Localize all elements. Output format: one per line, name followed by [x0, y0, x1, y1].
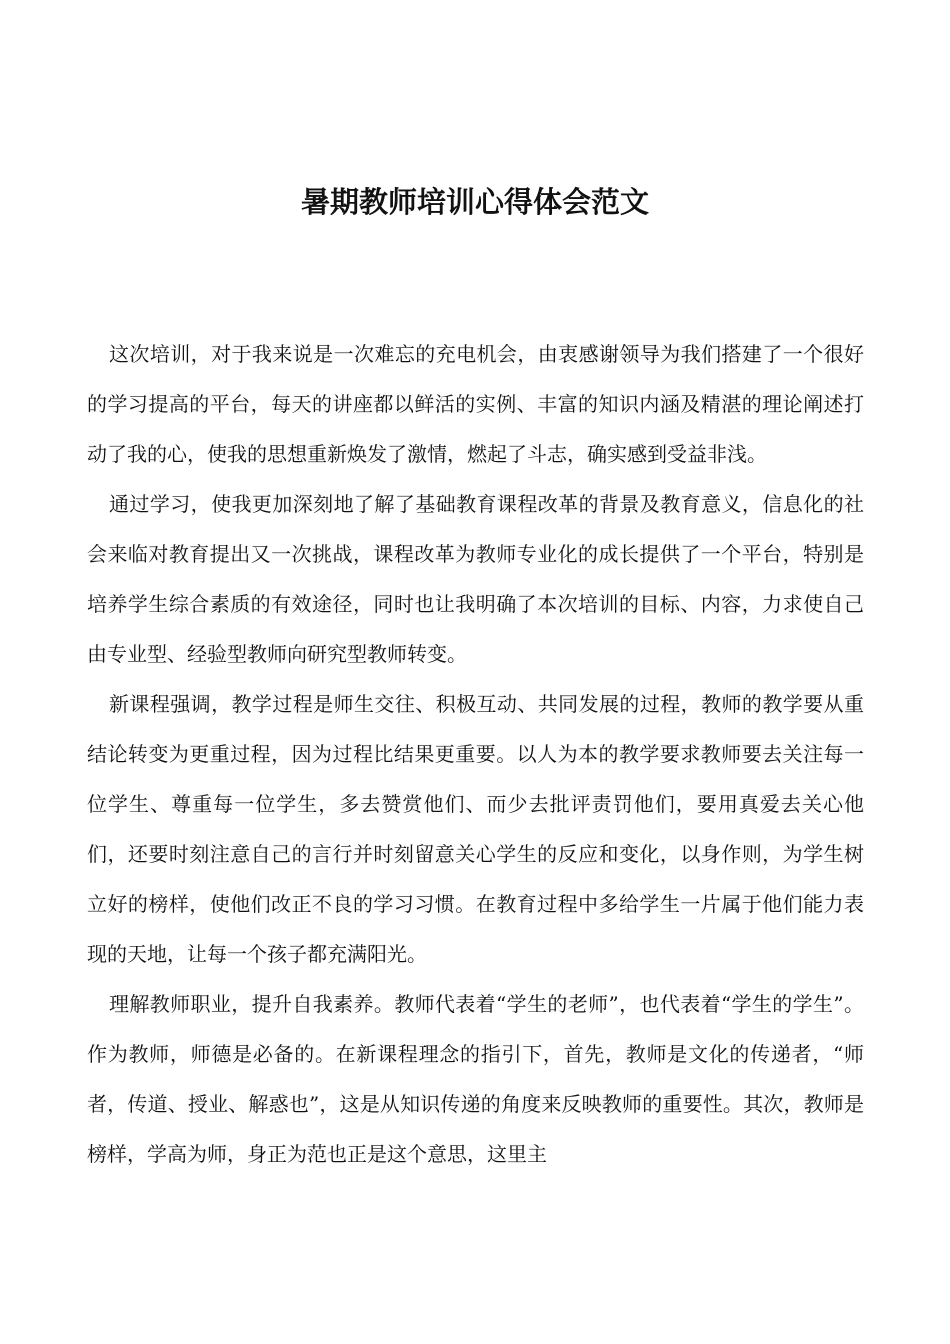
paragraph-3: 新课程强调，教学过程是师生交往、积极互动、共同发展的过程，教师的教学要从重结论转变为更重过程，因为过程比结果更重要。以人为本的教学要求教师要去关注每一位学生、尊重每一位学生，多去赞赏他们、而少去批评责罚他们，要用真爱去关心他们，还要时刻注意自己的言行并时刻留意关心学生的反应和变化，以身作则，为学生树立好的榜样，使他们改正不良的学习习惯。在教育过程中多给学生一片属于他们能力表现的天地，让每一个孩子都充满阳光。: [87, 692, 864, 966]
paragraph-1: 这次培训，对于我来说是一次难忘的充电机会，由衷感谢领导为我们搭建了一个很好的学习提高的平台，每天的讲座都以鲜活的实例、丰富的知识内涵及精湛的理论阐述打动了我的心，使我的思想重新焕发了激情，燃起了斗志，确实感到受益非浅。: [87, 342, 864, 466]
document-body: [87, 329, 864, 1179]
paragraph-2: 通过学习，使我更加深刻地了解了基础教育课程改革的背景及教育意义，信息化的社会来临对教育提出又一次挑战，课程改革为教师专业化的成长提供了一个平台，特别是培养学生综合素质的有效途径，同时也让我明确了本次培训的目标、内容，力求使自己由专业型、经验型教师向研究型教师转变。: [87, 492, 864, 666]
paragraph-4: 理解教师职业，提升自我素养。教师代表着“学生的老师”，也代表着“学生的学生”。作为教师，师德是必备的。在新课程理念的指引下，首先，教师是文化的传递者，“师者，传道、授业、解惑也”，这是从知识传递的角度来反映教师的重要性。其次，教师是榜样，学高为师，身正为范也正是这个意思，这里主: [87, 992, 864, 1166]
document-title: 暑期教师培训心得体会范文: [300, 185, 649, 219]
